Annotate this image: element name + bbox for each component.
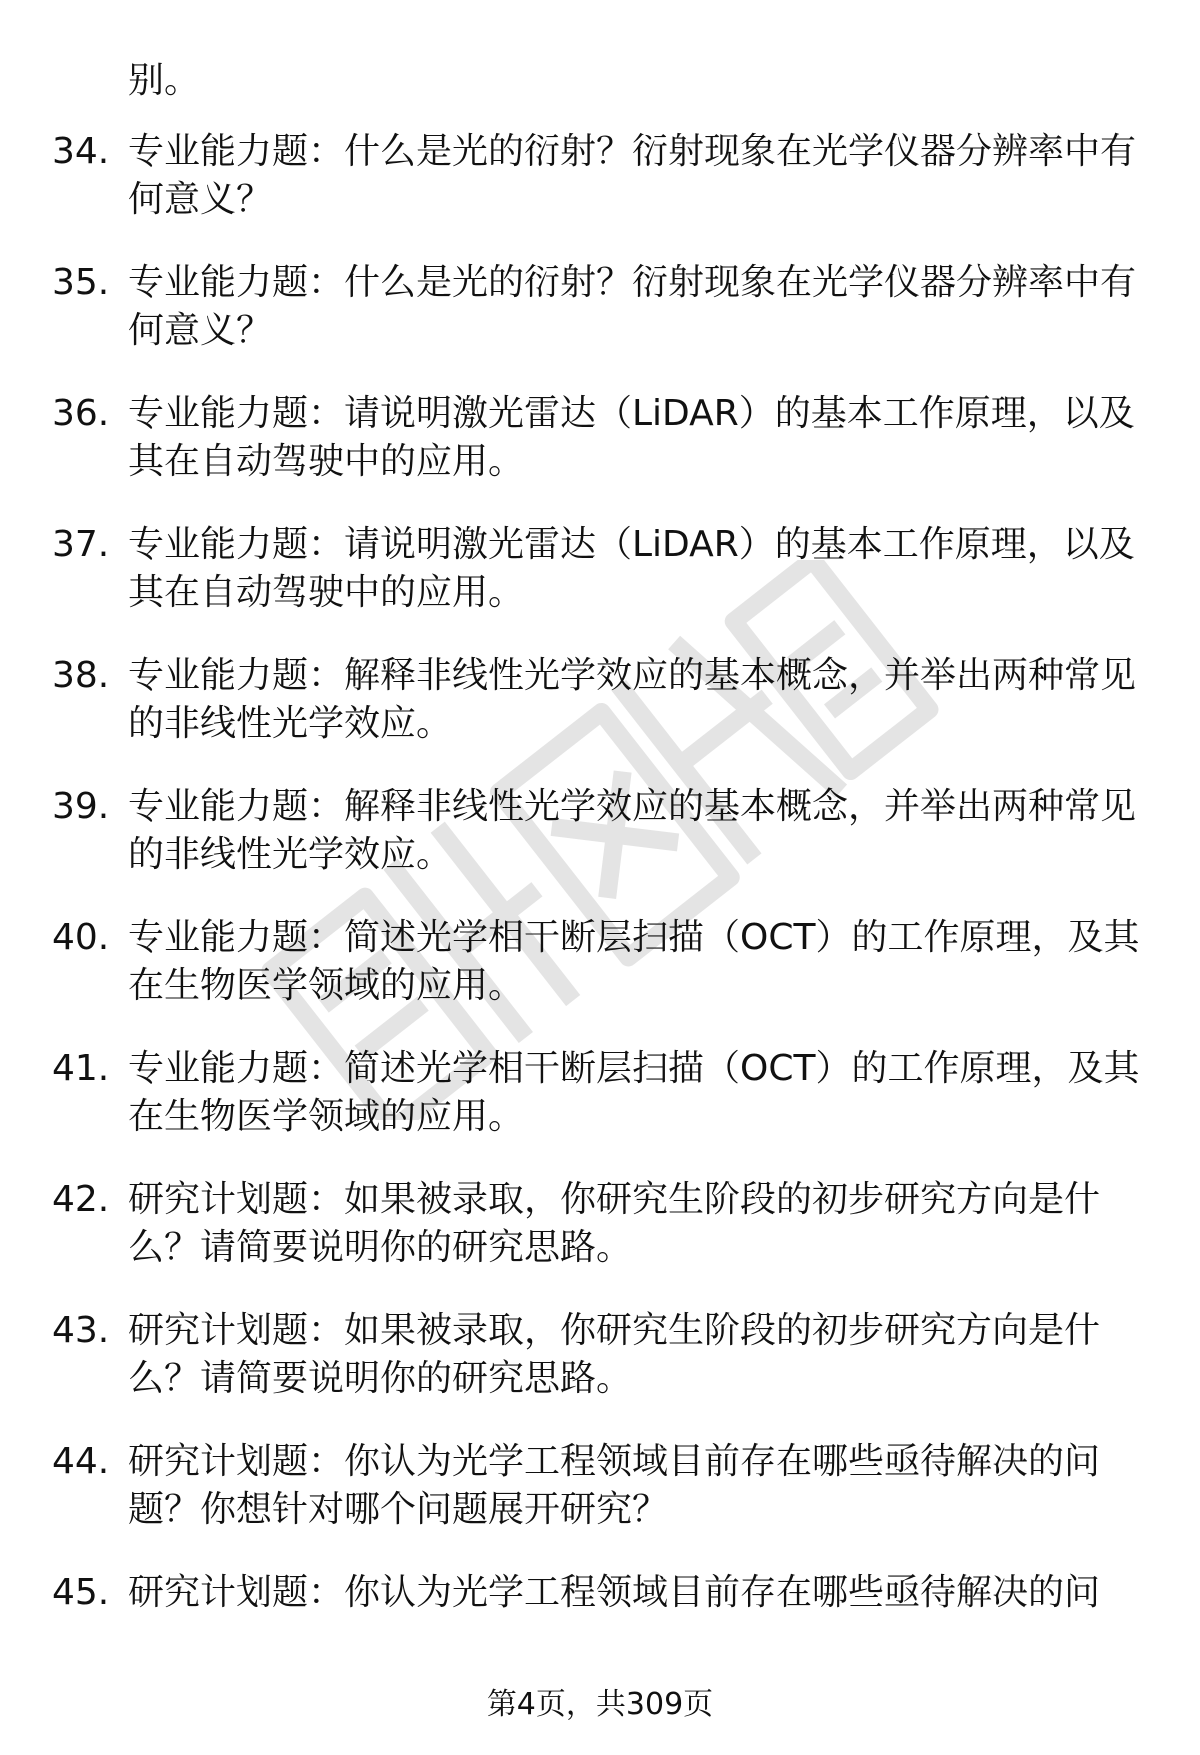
question-number: 38. [52,655,110,696]
question-number: 41. [52,1048,110,1089]
question-number: 37. [52,524,110,565]
question-text: 研究计划题：你认为光学工程领域目前存在哪些亟待解决的问题？你想针对哪个问题展开研究？ [128,1441,1101,1530]
question-text: 专业能力题：解释非线性光学效应的基本概念，并举出两种常见的非线性光学效应。 [128,786,1137,875]
continued-text: 别。 [128,60,201,101]
question-text: 研究计划题：如果被录取，你研究生阶段的初步研究方向是什么？请简要说明你的研究思路。 [128,1310,1101,1399]
question-text: 专业能力题：简述光学相干断层扫描（OCT）的工作原理，及其在生物医学领域的应用。 [128,1048,1140,1137]
question-text: 专业能力题：什么是光的衍射？衍射现象在光学仪器分辨率中有何意义？ [128,262,1137,351]
question-text: 专业能力题：什么是光的衍射？衍射现象在光学仪器分辨率中有何意义？ [128,131,1137,220]
question-number: 34. [52,131,110,172]
question-number: 45. [52,1572,110,1613]
question-text: 专业能力题：请说明激光雷达（LiDAR）的基本工作原理，以及其在自动驾驶中的应用。 [128,393,1135,482]
question-text: 专业能力题：解释非线性光学效应的基本概念，并举出两种常见的非线性光学效应。 [128,655,1137,744]
question-text: 专业能力题：请说明激光雷达（LiDAR）的基本工作原理，以及其在自动驾驶中的应用。 [128,524,1135,613]
question-number: 43. [52,1310,110,1351]
question-number: 40. [52,917,110,958]
question-text: 专业能力题：简述光学相干断层扫描（OCT）的工作原理，及其在生物医学领域的应用。 [128,917,1140,1006]
question-number: 39. [52,786,110,827]
question-number: 44. [52,1441,110,1482]
question-text: 研究计划题：你认为光学工程领域目前存在哪些亟待解决的问 [128,1572,1101,1613]
page-footer: 第4页，共309页 [486,1687,714,1722]
question-text: 研究计划题：如果被录取，你研究生阶段的初步研究方向是什么？请简要说明你的研究思路。 [128,1179,1101,1268]
question-number: 42. [52,1179,110,1220]
question-number: 35. [52,262,110,303]
question-number: 36. [52,393,110,434]
